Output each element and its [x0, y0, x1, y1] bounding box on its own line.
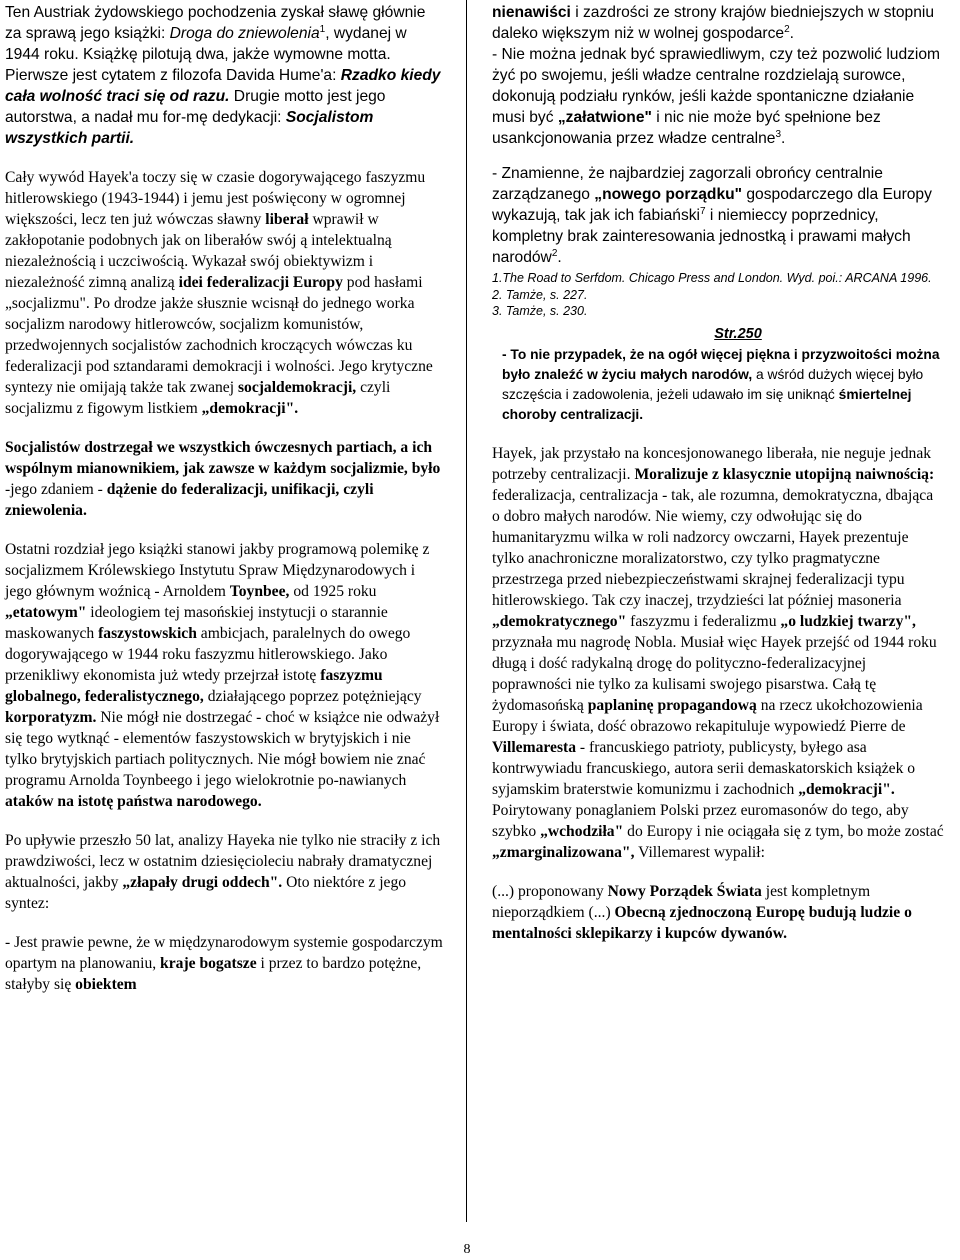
paragraph-hatred — [492, 2, 944, 44]
text: federalizacja, centralizacja - tak, ale rozumna, demokratyczna, dbająca o dobro małych narodów. Nie wiemy, czy odwołując się do humanitaryzmu wilka w roli nadzorcy owczarni, Hayek prezentuje tylko anachroniczne moralizatorstwo, czy tylko pragmatyczne przestrzega przed niebezpieczeństwami skrajnej federalizacji typu hitlerowskiego. Tak czy inaczej, trzydzieści lat później masoneria — [492, 486, 934, 609]
bold-text: śmiertelnej choroby centralizacji. — [502, 386, 912, 422]
bold-text: Villemaresta — [492, 738, 577, 756]
book-title: Droga do zniewolenia — [169, 25, 320, 42]
text: na rzecz ukołchozowienia Europy i świata, dość obrazowo rekapituluje wypowiedź Pierre de — [492, 696, 923, 735]
text: (...) proponowany — [492, 882, 608, 900]
text: pod hasłami „socjalizmu". Po drodze jakże słusznie wcisnął do jednego worka socjalizm narodowy hitlerowców, socjalizm komunistów, przedwojennych socjalistów zachodnich kroczących wówczas ku federalizacji pod sztandarami demokracji i wolności. Jego krytyczne syntezy nie omijają także tak zwanej — [5, 274, 433, 396]
footnote-1: 1.The Road to Serfdom. Chicago Press and London. Wyd. poi.: ARCANA 1996. — [492, 271, 932, 285]
bold-text: „załatwione" — [557, 109, 652, 126]
column-divider — [466, 0, 467, 1222]
bold-text: Moralizuje z klasycznie utopijną naiwnością: — [634, 465, 935, 483]
bold-text: paplaninę propagandową — [587, 696, 757, 714]
text: jest kompletnym nieporządkiem (...) — [492, 882, 871, 921]
motto-hume: Rzadko kiedy cała wolność traci się od razu. — [5, 67, 441, 105]
text: -jego zdaniem - — [5, 481, 107, 498]
bold-text: Obecną zjednoczoną Europę budują ludzie o mentalności sklepikarzy i kupców dywanów. — [492, 903, 912, 942]
text: faszyzmu i federalizmu — [626, 612, 781, 630]
paragraph-new-order — [492, 163, 944, 268]
paragraph-intro — [5, 2, 445, 149]
paragraph-villemarest-quote — [492, 881, 944, 944]
paragraph-fairness — [492, 44, 944, 149]
bold-text: nienawiści — [492, 4, 571, 21]
paragraph-analysis — [5, 167, 445, 419]
paragraph-synthesis-1 — [5, 932, 445, 995]
bold-text: Socjalistów dostrzegał we wszystkich ówczesnych partiach, a ich wspólnym mianownikiem, jak zawsze w każdym socjalizmie, było — [5, 439, 441, 477]
footnote-ref: 1 — [319, 23, 326, 35]
text: przyznała mu nagrodę Nobla. Musiał więc Hayek przejść od 1944 roku długą i dość radykalną drogę do polityczno-federalizacyjnej poprawności nie tylko za kulisami swojego pisarstwa. Całą tę żydomasońską — [492, 633, 937, 714]
footnote-ref: 2 — [784, 23, 790, 35]
text: działającego poprzez potężniejący — [203, 688, 422, 705]
footnote-2: 2. Tamże, s. 227. — [492, 287, 588, 302]
text: . — [557, 249, 562, 266]
text: do Europy i nie ociągała się z tym, bo może zostać — [623, 822, 944, 840]
bold-text: - To nie przypadek, że na ogół więcej piękna i przyzwoitości można było znaleźć w życiu małych narodów, — [502, 346, 940, 382]
paragraph-socialists — [5, 437, 445, 521]
footnote-ref: 2 — [551, 247, 558, 259]
text: Oto niektóre z jego syntez: — [5, 874, 407, 912]
quote-block — [492, 345, 944, 425]
text: i zazdrości ze strony krajów biedniejszych w stopniu daleko większym niż w wolnej gospodarce — [492, 4, 935, 42]
bold-text: socjaldemokracji, — [237, 379, 357, 396]
footnote-3: 3. Tamże, s. 230. — [492, 304, 588, 318]
text: Villemarest wypalił: — [634, 843, 765, 861]
text: Po upływie przeszło 50 lat, analizy Hayeka nie tylko nie straciły z ich prawdziwości, lecz w ostatnim dziesięcioleciu nabrały dramatycznej aktualności, jakby — [5, 832, 441, 891]
section-label: Str.250 — [714, 325, 762, 342]
bold-text: „zmarginalizowana", — [492, 843, 635, 861]
text: Nie mógł nie dostrzegać - choć w książce nie odważył się tego wytknąć - elementów faszystowskich w brytyjskich i nie tylko brytyjskich partiach politycznych. Nie mógł bowiem nie znać programu Arnolda Toynbeego i jego wielokrotnie po-nawianych — [5, 709, 440, 789]
bold-text: „złapały drugi oddech". — [122, 874, 283, 891]
bold-text: Toynbee, — [229, 583, 290, 600]
footnotes — [492, 270, 944, 320]
footnote-ref: 7 — [700, 205, 706, 217]
text: gospodarczego dla Europy wykazują, tak jak ich fabiański — [492, 186, 932, 224]
text: Cały wywód Hayek'a toczy się w czasie dogorywającego faszyzmu hitlerowskiego (1943-1944) i jemu jest poświęcony w ogromnej większości, lecz ten już wówczas sławny — [5, 169, 426, 228]
bold-text: „demokracji". — [798, 780, 895, 798]
bold-text: faszyzmu globalnego, federalistycznego, — [5, 667, 383, 705]
text: Ten Austriak żydowskiego pochodzenia zyskał sławę głównie za sprawą jego książki: — [5, 4, 426, 42]
right-column — [492, 2, 944, 944]
bold-text: obiektem — [75, 976, 137, 993]
text: od 1925 roku — [289, 583, 377, 600]
bold-text: idei federalizacji Europy — [178, 274, 343, 291]
bold-text: Nowy Porządek Świata — [607, 882, 762, 900]
bold-text: „nowego porządku" — [594, 186, 743, 203]
text: a wśród dużych więcej było szczęścia i zadowolenia, jeżeli udawało im się uniknąć — [502, 366, 924, 402]
bold-text: ataków na istotę państwa narodowego. — [5, 793, 262, 810]
text: i przez to bardzo potężne, stałyby się — [5, 955, 422, 993]
text: , wydanej w 1944 roku. Książkę pilotują dwa, jakże wymowne motta. Pierwsze jest cytatem z filozofa Davida Hume'a: — [5, 25, 407, 84]
text: czyli socjalizmu z figowym listkiem — [5, 379, 391, 417]
text: - francuskiego patrioty, publicysty, byłego asa kontrwywiadu francuskiego, autora serii demaskatorskich książek o syjamskim braterstwie komunizmu i zachodnich — [492, 738, 916, 798]
paragraph-hayek-moralizes — [492, 443, 944, 863]
text: ideologiem tej masońskiej instytucji o starannie maskowanych — [5, 604, 388, 642]
text: wprawił w zakłopotanie podobnych jak on liberałów swój ą intelektualną niezależnością i uczciwością. Wykazał swój obiektywizm i niezależność zimną analizą — [5, 211, 392, 291]
bold-text: liberał — [265, 211, 309, 228]
page-number: 8 — [463, 1242, 471, 1257]
left-column — [5, 2, 445, 995]
text: . — [781, 130, 786, 147]
text: - Nie można jednak być sprawiedliwym, czy też pozwolić ludziom żyć po swojemu, jeśli władze centralne rozdzielają surowce, dokonują podziału rynków, jeśli każde spontaniczne działanie musi być — [492, 46, 941, 126]
bold-text: „wchodziła" — [540, 822, 624, 840]
text: Poirytowany ponaglaniem Polski przez euromasonów do tego, aby szybko — [492, 801, 909, 840]
motto-dedication: Socjalistom wszystkich partii. — [5, 109, 374, 147]
text: ambicjach, paralelnych do owego dogorywającego w 1944 roku faszyzmu hitlerowskiego. Jako przenikliwy ekonomista już wtedy przejrzał istotę — [5, 625, 411, 684]
paragraph-50-years — [5, 830, 445, 914]
text: i niemieccy poprzednicy, kompletny brak zainteresowania jednostką i prawami małych narodów — [492, 207, 911, 266]
bold-text: „demokratycznego" — [492, 612, 627, 630]
bold-text: „demokracji". — [201, 400, 299, 417]
paragraph-last-chapter — [5, 539, 445, 812]
bold-text: dążenie do federalizacji, unifikacji, czyli zniewolenia. — [5, 481, 374, 519]
text: - Jest prawie pewne, że w międzynarodowym systemie gospodarczym opartym na planowaniu, — [5, 934, 443, 972]
text: - Znamienne, że najbardziej zagorzali obrońcy centralnie zarządzanego — [492, 165, 883, 203]
bold-text: korporatyzm. — [5, 709, 97, 726]
bold-text: kraje bogatsze — [160, 955, 257, 972]
text: i nic nie może być spełnione bez usankcjonowania przez władze centralne — [492, 109, 881, 147]
bold-text: faszystowskich — [98, 625, 197, 642]
footnote-ref: 3 — [775, 128, 782, 140]
bold-text: „o ludzkiej twarzy", — [780, 612, 916, 630]
text: Ostatni rozdział jego książki stanowi jakby programową polemikę z socjalizmem Królewskiego Instytutu Spraw Międzynarodowych i jego głównym woźnicą - Arnoldem — [5, 541, 430, 600]
text: Hayek, jak przystało na koncesjonowanego liberała, nie neguje jednak potrzeby centralizacji. — [492, 444, 932, 483]
bold-text: „etatowym" — [5, 604, 87, 621]
text: . — [789, 25, 794, 42]
text: Drugie motto jest jego autorstwa, a nadał mu for-mę dedykacji: — [5, 88, 386, 126]
